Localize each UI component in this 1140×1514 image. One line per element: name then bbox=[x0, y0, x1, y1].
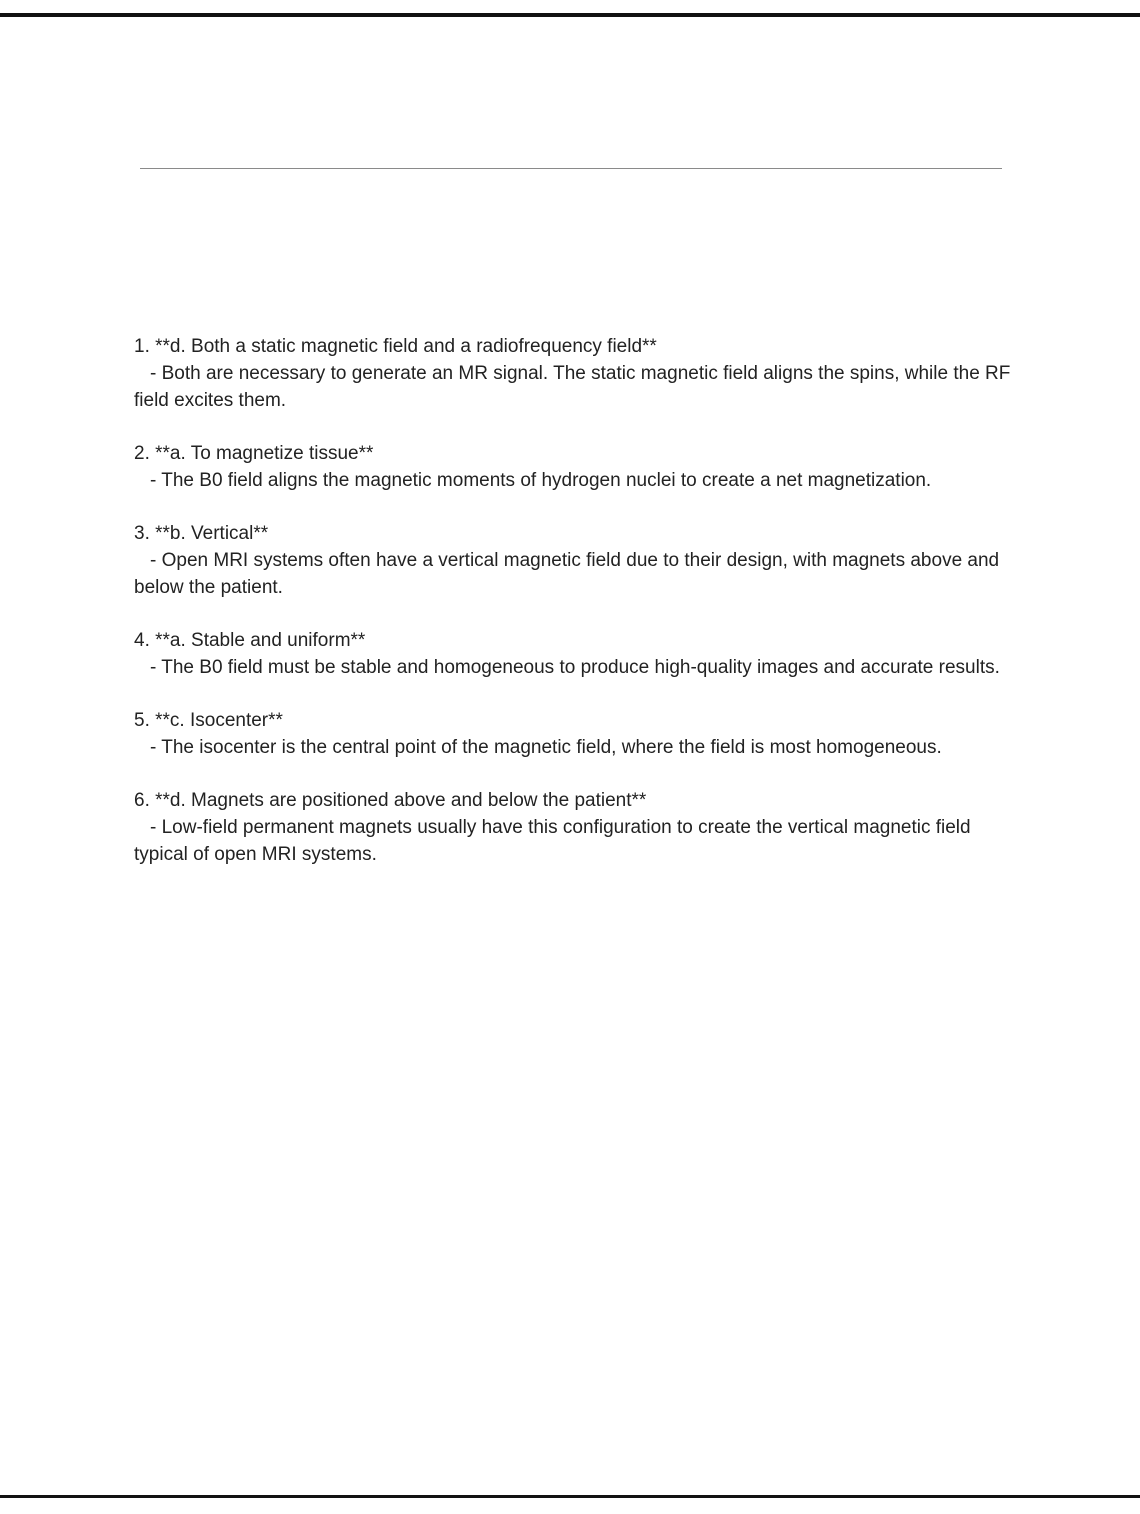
answer-title: 1. **d. Both a static magnetic field and a radiofrequency field** bbox=[134, 336, 657, 357]
answer-title: 6. **d. Magnets are positioned above and below the patient** bbox=[134, 790, 647, 811]
answer-title: 5. **c. Isocenter** bbox=[134, 710, 283, 731]
answer-explanation: - Open MRI systems often have a vertical magnetic field due to their design, with magnets above and below the patient. bbox=[134, 550, 1000, 598]
answer-explanation: - The B0 field aligns the magnetic moments of hydrogen nuclei to create a net magnetization. bbox=[150, 470, 932, 491]
top-border bbox=[0, 13, 1140, 17]
answer-key bbox=[134, 333, 1014, 894]
answer-item-2 bbox=[134, 440, 1014, 494]
answer-title: 4. **a. Stable and uniform** bbox=[134, 630, 366, 651]
answer-item-3 bbox=[134, 520, 1014, 601]
answer-item-1 bbox=[134, 333, 1014, 414]
answer-title: 3. **b. Vertical** bbox=[134, 523, 269, 544]
answer-explanation: - Both are necessary to generate an MR signal. The static magnetic field aligns the spins, while the RF field excites them. bbox=[134, 363, 1011, 411]
answer-explanation: - The isocenter is the central point of the magnetic field, where the field is most homogeneous. bbox=[150, 737, 942, 758]
answer-title: 2. **a. To magnetize tissue** bbox=[134, 443, 374, 464]
bottom-border bbox=[0, 1495, 1140, 1498]
answer-item-4 bbox=[134, 627, 1014, 681]
answer-explanation: - Low-field permanent magnets usually have this configuration to create the vertical magnetic field typical of open MRI systems. bbox=[134, 817, 971, 865]
answer-explanation: - The B0 field must be stable and homogeneous to produce high-quality images and accurate results. bbox=[150, 657, 1000, 678]
answer-item-5 bbox=[134, 707, 1014, 761]
answer-item-6 bbox=[134, 787, 1014, 868]
header-divider bbox=[140, 168, 1002, 169]
